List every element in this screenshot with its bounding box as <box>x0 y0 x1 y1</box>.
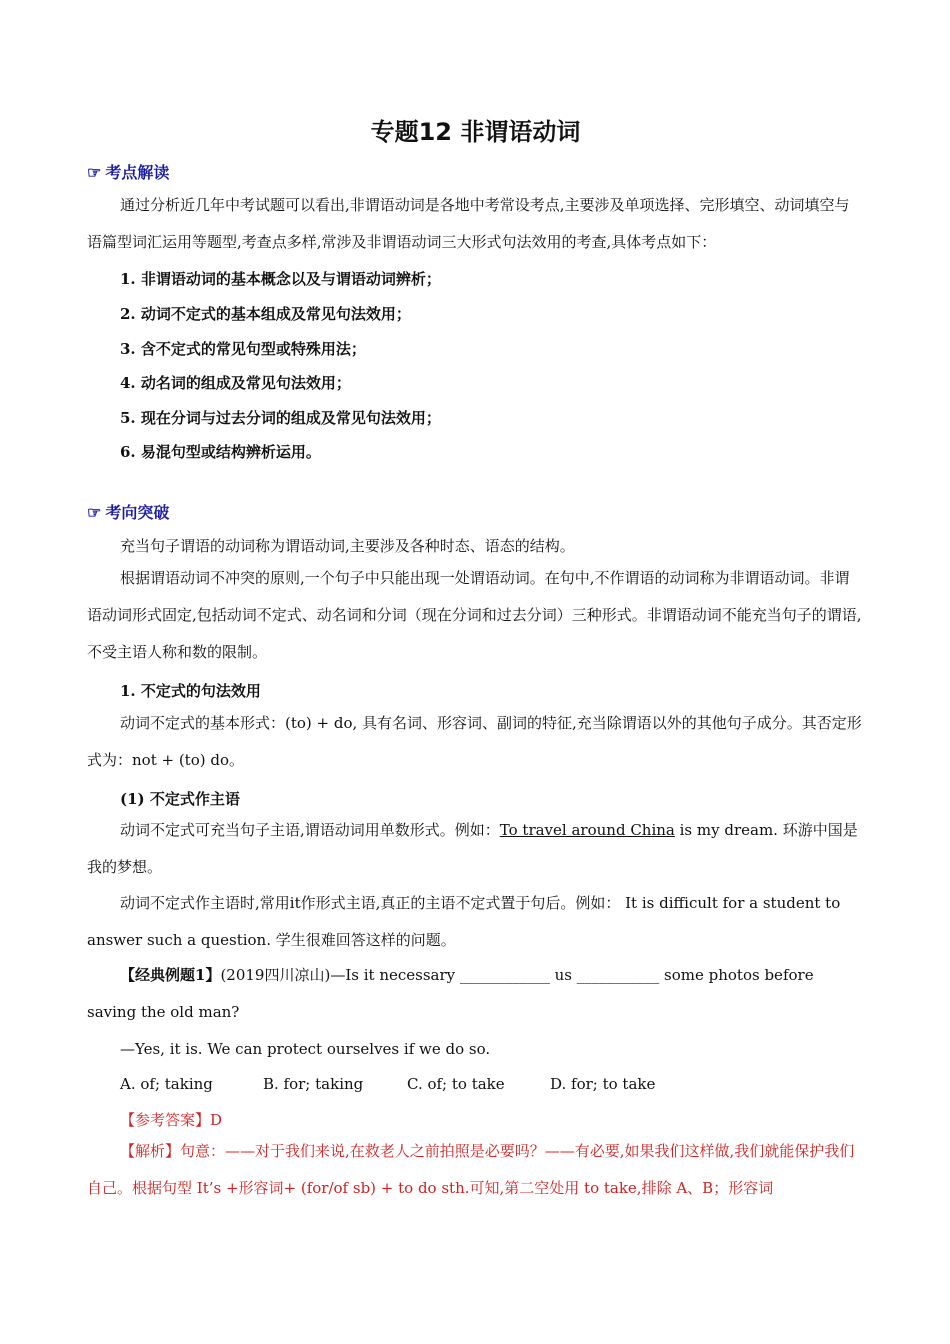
exam-point-6: 6. 易混句型或结构辨析运用。 <box>120 443 321 461</box>
paragraph-predicate-verb: 充当句子谓语的动词称为谓语动词,主要涉及各种时态、语态的结构。 <box>120 537 575 555</box>
section-label: 考点解读 <box>105 163 170 182</box>
subheading-infinitive-as-subject: (1) 不定式作主语 <box>120 790 240 808</box>
example-question: 【经典例题1】(2019四川凉山)—Is it necessary ____________ us ___________ some photos before saving the old man? <box>87 966 814 1021</box>
reference-answer: 【参考答案】D <box>120 1111 223 1129</box>
intro-paragraph: 通过分析近几年中考试题可以看出,非谓语动词是各地中考常设考点,主要涉及单项选择、完形填空、动词填空与语篇型词汇运用等题型,考查点多样,常涉及非谓语动词三大形式句法效用的考查,具体考点如下： <box>87 196 850 251</box>
analysis-paragraph: 【解析】句意：——对于我们来说,在救老人之前拍照是必要吗？——有必要,如果我们这样做,我们就能保护我们自己。根据句型 It’s +形容词+ (for/of sb) + to do sth.可知,第二空处用 to take,排除 A、B；形容词 <box>87 1142 855 1197</box>
example-tag: 【经典例题1】 <box>120 966 221 984</box>
exam-point-1: 1. 非谓语动词的基本概念以及与谓语动词辨析； <box>120 270 441 288</box>
exam-point-4: 4. 动名词的组成及常见句法效用； <box>120 374 351 392</box>
option-a: A. of; taking <box>120 1075 213 1093</box>
subheading-infinitive-usage: 1. 不定式的句法效用 <box>120 682 261 700</box>
paragraph-formal-subject-it: 动词不定式作主语时,常用it作形式主语,真正的主语不定式置于句后。例如： It is difficult for a student to answer such a question. 学生很难回答这样的问题。 <box>87 894 841 949</box>
paragraph-infinitive-form: 动词不定式的基本形式：(to) + do, 具有名词、形容词、副词的特征,充当除谓语以外的其他句子成分。其否定形式为：not + (to) do。 <box>87 714 862 769</box>
option-b: B. for; taking <box>263 1075 364 1093</box>
example-reply: —Yes, it is. We can protect ourselves if we do so. <box>120 1040 491 1058</box>
option-c: C. of; to take <box>407 1075 505 1093</box>
underlined-example: To travel around China <box>499 821 675 839</box>
pointing-hand-icon: ☞ <box>87 163 102 182</box>
exam-point-2: 2. 动词不定式的基本组成及常见句法效用； <box>120 305 411 323</box>
exam-point-5: 5. 现在分词与过去分词的组成及常见句法效用； <box>120 409 441 427</box>
option-d: D. for; to take <box>550 1075 656 1093</box>
section-heading-exam-points <box>87 160 169 183</box>
exam-point-3: 3. 含不定式的常见句型或特殊用法； <box>120 340 366 358</box>
paragraph-infinitive-subject-example: 动词不定式可充当句子主语,谓语动词用单数形式。例如：To travel around China is my dream. 环游中国是我的梦想。 <box>87 821 858 876</box>
section-label: 考向突破 <box>105 503 170 522</box>
pointing-hand-icon: ☞ <box>87 503 102 522</box>
paragraph-non-predicate-definition: 根据谓语动词不冲突的原则,一个句子中只能出现一处谓语动词。在句中,不作谓语的动词称为非谓语动词。非谓语动词形式固定,包括动词不定式、动名词和分词（现在分词和过去分词）三种形式。非谓语动词不能充当句子的谓语,不受主语人称和数的限制。 <box>87 569 862 661</box>
page-title: 专题12 非谓语动词 <box>370 118 581 146</box>
section-heading-breakthrough <box>87 500 169 523</box>
